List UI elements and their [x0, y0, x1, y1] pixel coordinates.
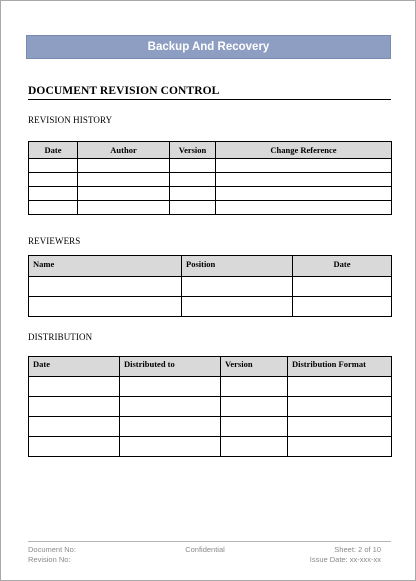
table-cell[interactable] — [29, 417, 120, 437]
reviewers-label: REVIEWERS — [28, 236, 81, 246]
distribution-table — [28, 356, 392, 457]
table-cell[interactable] — [216, 173, 392, 187]
table-cell[interactable] — [29, 173, 78, 187]
table-row — [29, 377, 392, 397]
table-cell[interactable] — [78, 187, 170, 201]
table-cell[interactable] — [182, 297, 293, 317]
footer-divider — [28, 541, 391, 542]
table-cell[interactable] — [29, 437, 120, 457]
table-cell[interactable] — [29, 201, 78, 215]
table-cell[interactable] — [29, 397, 120, 417]
table-cell[interactable] — [288, 397, 392, 417]
revision-number-label: Revision No: — [28, 555, 71, 564]
table-cell[interactable] — [293, 277, 392, 297]
table-row — [29, 437, 392, 457]
table-row — [29, 173, 392, 187]
table-cell[interactable] — [288, 417, 392, 437]
table-cell[interactable] — [78, 201, 170, 215]
document-number-label: Document No: — [28, 545, 76, 554]
table-cell[interactable] — [221, 397, 288, 417]
table-cell[interactable] — [29, 187, 78, 201]
table-cell[interactable] — [120, 437, 221, 457]
header-banner: Backup And Recovery — [26, 35, 391, 59]
table-cell[interactable] — [221, 377, 288, 397]
table-row — [29, 187, 392, 201]
table-cell[interactable] — [170, 173, 216, 187]
column-header-distribution-format: Distribution Format — [288, 357, 392, 377]
table-cell[interactable] — [288, 437, 392, 457]
column-header-version: Version — [221, 357, 288, 377]
table-cell[interactable] — [170, 187, 216, 201]
table-cell[interactable] — [221, 417, 288, 437]
distribution-label: DISTRIBUTION — [28, 332, 93, 342]
table-header-row — [29, 142, 392, 159]
issue-date: Issue Date: xx-xxx-xx — [309, 555, 381, 564]
column-header-author: Author — [78, 142, 170, 159]
table-cell[interactable] — [170, 159, 216, 173]
table-cell[interactable] — [216, 187, 392, 201]
revision-history-table — [28, 141, 392, 215]
column-header-name: Name — [29, 256, 182, 277]
table-cell[interactable] — [29, 297, 182, 317]
column-header-date: Date — [29, 142, 78, 159]
footer-right — [291, 545, 381, 565]
table-cell[interactable] — [120, 377, 221, 397]
sheet-number: Sheet: 2 of 10 — [334, 545, 381, 554]
table-cell[interactable] — [78, 173, 170, 187]
table-cell[interactable] — [120, 397, 221, 417]
table-row — [29, 159, 392, 173]
reviewers-table — [28, 255, 392, 317]
table-cell[interactable] — [216, 201, 392, 215]
confidential-label: Confidential — [185, 545, 225, 554]
column-header-date: Date — [29, 357, 120, 377]
table-cell[interactable] — [120, 417, 221, 437]
table-header-row — [29, 357, 392, 377]
column-header-change-reference: Change Reference — [216, 142, 392, 159]
table-cell[interactable] — [288, 377, 392, 397]
table-row — [29, 297, 392, 317]
table-cell[interactable] — [29, 377, 120, 397]
table-cell[interactable] — [221, 437, 288, 457]
column-header-distributed-to: Distributed to — [120, 357, 221, 377]
table-row — [29, 277, 392, 297]
footer-left — [28, 545, 76, 565]
table-row — [29, 397, 392, 417]
table-cell[interactable] — [29, 159, 78, 173]
column-header-position: Position — [182, 256, 293, 277]
table-cell[interactable] — [216, 159, 392, 173]
document-heading: DOCUMENT REVISION CONTROL — [28, 85, 391, 100]
table-cell[interactable] — [29, 277, 182, 297]
table-header-row — [29, 256, 392, 277]
column-header-date: Date — [293, 256, 392, 277]
table-cell[interactable] — [78, 159, 170, 173]
table-cell[interactable] — [170, 201, 216, 215]
table-cell[interactable] — [182, 277, 293, 297]
table-row — [29, 201, 392, 215]
table-cell[interactable] — [293, 297, 392, 317]
revision-history-label: REVISION HISTORY — [28, 115, 113, 125]
column-header-version: Version — [170, 142, 216, 159]
table-row — [29, 417, 392, 437]
